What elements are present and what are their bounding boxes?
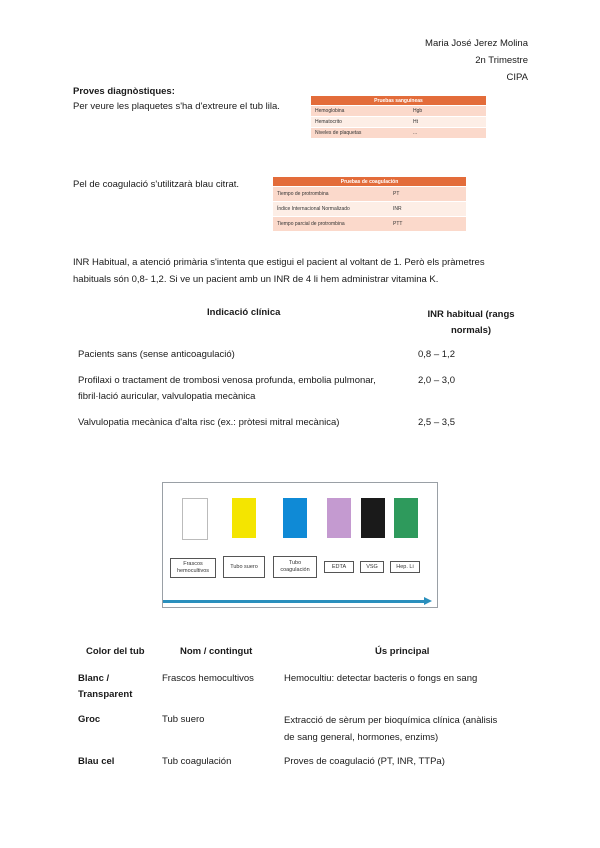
inr-row-indication-line: Profilaxi o tractament de trombosi venosa profunda, embolia pulmonar,: [78, 375, 376, 386]
tube-col-color-header: Color del tub: [86, 646, 145, 657]
coag-tests-table: [273, 177, 466, 232]
coag-text: Pel de coagulació s'utilitzarà blau citrat.: [73, 179, 240, 190]
tube-blue: [283, 498, 307, 538]
inr-row-range: 2,5 – 3,5: [418, 417, 455, 428]
tube-label: Tubo coagulación: [273, 556, 317, 578]
inr-paragraph: [73, 254, 485, 288]
tube-yellow: [232, 498, 256, 538]
inr-col-indication-header: Indicació clínica: [207, 307, 281, 318]
inr-col-range-header-line: INR habitual (rangs: [427, 309, 515, 320]
inr-row-indication: Pacients sans (sense anticoagulació): [78, 349, 235, 360]
blood-cell: Ht: [409, 117, 486, 128]
coag-table-header: Pruebas de coagulación: [273, 177, 466, 187]
coag-cell: Tiempo parcial de protrombina: [273, 217, 389, 232]
tube-label: Frascos hemocultivos: [170, 558, 216, 578]
tubes-illustration: [162, 482, 438, 608]
section-title: Proves diagnòstiques:: [73, 86, 175, 97]
order-arrow-head-icon: [424, 597, 432, 605]
inr-row-indication: Valvulopatia mecànica d'alta risc (ex.: pròtesi mitral mecànica): [78, 417, 340, 428]
tube-row-use: Proves de coagulació (PT, INR, TTPa): [284, 756, 445, 767]
tube-white: [182, 498, 208, 540]
inr-row-indication-line: fibril·lació auricular, valvulopatia mecànica: [78, 391, 256, 402]
tube-label: Hep. Li: [390, 561, 420, 573]
tube-row-color: [78, 671, 132, 703]
tube-col-name-header: Nom / contingut: [180, 646, 253, 657]
tube-row-color: Blau cel: [78, 756, 115, 767]
tube-row-name: Tub suero: [162, 714, 205, 725]
tube-row-color-line: Blanc /: [78, 673, 110, 684]
blood-table-header: Pruebas sanguíneas: [311, 96, 486, 106]
tube-label: VSG: [360, 561, 384, 573]
blood-cell: ...: [409, 128, 486, 139]
order-arrow-line: [163, 600, 425, 603]
tube-row-name: Frascos hemocultivos: [162, 673, 254, 684]
tube-label: Tubo suero: [223, 556, 265, 578]
tube-row-use-line: Extracció de sèrum per bioquímica clínica (anàlisis: [284, 715, 498, 726]
coag-cell: PT: [389, 187, 466, 202]
tube-row-use: Hemocultiu: detectar bacteris o fongs en sang: [284, 673, 478, 684]
org-label: CIPA: [506, 72, 528, 83]
coag-cell: INR: [389, 202, 466, 217]
tube-label: EDTA: [324, 561, 354, 573]
inr-row-indication: [78, 373, 376, 405]
coag-cell: Tiempo de protrombina: [273, 187, 389, 202]
tube-row-use-line: de sang general, hormones, enzims): [284, 732, 439, 743]
inr-row-range: 2,0 – 3,0: [418, 375, 455, 386]
author-name: Maria José Jerez Molina: [425, 38, 528, 49]
inr-row-range: 0,8 – 1,2: [418, 349, 455, 360]
inr-col-range-header-line: normals): [450, 325, 492, 336]
inr-col-range-header: [425, 307, 517, 339]
tube-row-color-line: Transparent: [78, 689, 133, 700]
blood-cell: Hemoglobina: [311, 106, 409, 117]
inr-paragraph-line: habituals són 0,8- 1,2. Si ve un pacient amb un INR de 4 li hem administrar vitamina K.: [73, 274, 439, 285]
tube-row-use: [284, 712, 497, 746]
tube-row-color: Groc: [78, 714, 101, 725]
tube-row-name: Tub coagulación: [162, 756, 232, 767]
coag-cell: Índice Internacional Normalizado: [273, 202, 389, 217]
inr-paragraph-line: INR Habitual, a atenció primària s'intenta que estigui el pacient al voltant de 1. Però els pràmetres: [73, 257, 485, 268]
platelets-text: Per veure les plaquetes s'ha d'extreure el tub lila.: [73, 101, 280, 112]
blood-cell: Hgb: [409, 106, 486, 117]
blood-tests-table: [311, 96, 486, 139]
tube-purple: [327, 498, 351, 538]
coag-cell: PTT: [389, 217, 466, 232]
blood-cell: Niveles de plaquetas: [311, 128, 409, 139]
tube-green: [394, 498, 418, 538]
blood-cell: Hematocrito: [311, 117, 409, 128]
term-label: 2n Trimestre: [475, 55, 528, 66]
tube-col-use-header: Ús principal: [375, 646, 430, 657]
tube-black: [361, 498, 385, 538]
